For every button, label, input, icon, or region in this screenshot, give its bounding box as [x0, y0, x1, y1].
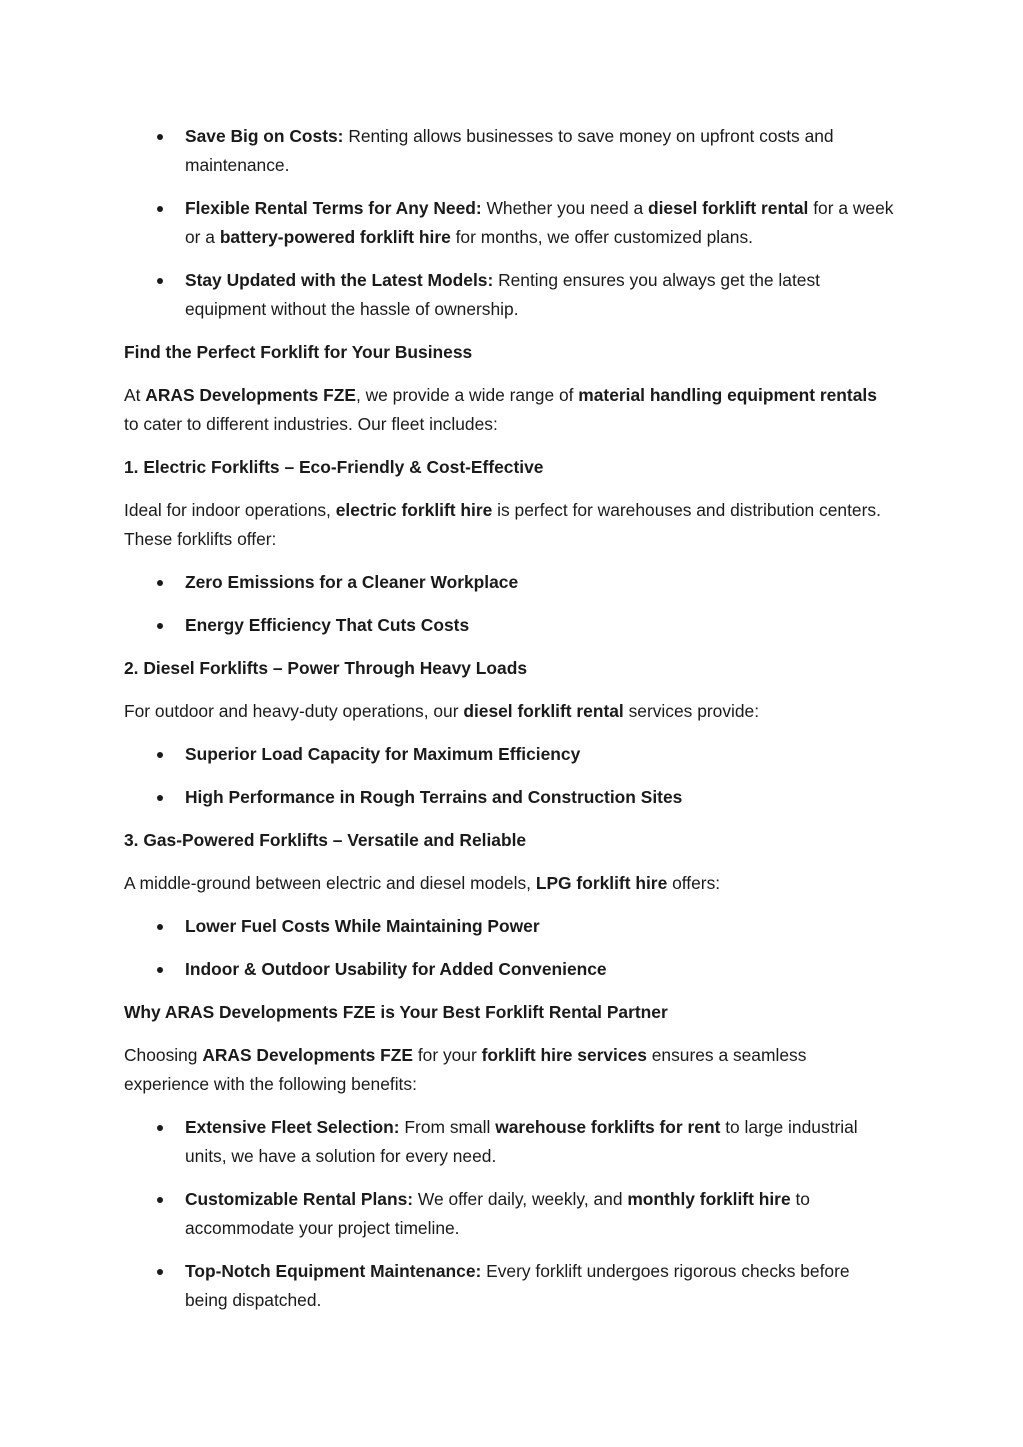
bold-text: battery-powered forklift hire — [219, 227, 451, 247]
why-aras-paragraph — [124, 1041, 896, 1099]
bullet-item — [124, 912, 896, 941]
electric-features-list — [124, 568, 896, 640]
bullet-item — [124, 783, 896, 812]
bold-text: monthly forklift hire — [627, 1189, 791, 1209]
bullet-item — [124, 1257, 896, 1315]
section-heading-gas: 3. Gas-Powered Forklifts – Versatile and Reliable — [124, 830, 527, 850]
text-run: to cater to different industries. Our fleet includes: — [124, 414, 498, 434]
text-run: is perfect for warehouses and distribution centers. These forklifts offer: — [124, 500, 881, 549]
bullet-item — [124, 955, 896, 984]
bold-text: diesel forklift rental — [647, 198, 809, 218]
bold-text: material handling equipment rentals — [578, 385, 877, 405]
bold-text: Stay Updated with the Latest Models: — [185, 270, 494, 290]
bold-text: High Performance in Rough Terrains and Construction Sites — [185, 787, 683, 807]
electric-paragraph — [124, 496, 896, 554]
why-aras-benefits-list — [124, 1113, 896, 1315]
bold-text: Superior Load Capacity for Maximum Efficiency — [185, 744, 581, 764]
text-run: Every forklift undergoes rigorous checks before being dispatched. — [185, 1261, 850, 1310]
find-forklift-paragraph — [124, 381, 896, 439]
bold-text: forklift hire services — [481, 1045, 647, 1065]
section-heading-electric: 1. Electric Forklifts – Eco-Friendly & Cost-Effective — [124, 457, 544, 477]
bold-text: diesel forklift rental — [463, 701, 624, 721]
section-heading-diesel: 2. Diesel Forklifts – Power Through Heavy Loads — [124, 658, 527, 678]
bold-text: Indoor & Outdoor Usability for Added Convenience — [185, 959, 607, 979]
bold-text: Customizable Rental Plans: — [185, 1189, 414, 1209]
text-run: offers: — [667, 873, 721, 893]
bullet-item — [124, 740, 896, 769]
text-run: services provide: — [623, 701, 760, 721]
bullet-item — [124, 194, 896, 252]
text-run: From small — [399, 1117, 496, 1137]
text-run: to accommodate your project timeline. — [185, 1189, 810, 1238]
bold-text: warehouse forklifts for rent — [495, 1117, 721, 1137]
text-run: for a week or a — [185, 198, 894, 247]
text-run: Renting allows businesses to save money on upfront costs and maintenance. — [185, 126, 834, 175]
section-heading-why-aras: Why ARAS Developments FZE is Your Best Forklift Rental Partner — [124, 1002, 668, 1022]
text-run: For outdoor and heavy-duty operations, our — [124, 701, 464, 721]
gas-features-list — [124, 912, 896, 984]
bold-text: LPG forklift hire — [535, 873, 668, 893]
bullet-item — [124, 1185, 896, 1243]
text-run: to large industrial units, we have a solution for every need. — [185, 1117, 858, 1166]
text-run: Ideal for indoor operations, — [124, 500, 336, 520]
bold-text: Save Big on Costs: — [185, 126, 344, 146]
bullet-item — [124, 122, 896, 180]
text-run: Whether you need a — [481, 198, 648, 218]
diesel-paragraph — [124, 697, 896, 726]
bold-text: electric forklift hire — [335, 500, 493, 520]
text-run: Choosing — [124, 1045, 203, 1065]
bold-text: Lower Fuel Costs While Maintaining Power — [185, 916, 540, 936]
text-run: for your — [412, 1045, 482, 1065]
gas-paragraph — [124, 869, 896, 898]
diesel-features-list — [124, 740, 896, 812]
bullet-item — [124, 611, 896, 640]
bold-text: Top-Notch Equipment Maintenance: — [185, 1261, 482, 1281]
text-run: for months, we offer customized plans. — [450, 227, 753, 247]
bold-text: ARAS Developments FZE — [202, 1045, 413, 1065]
bold-text: ARAS Developments FZE — [145, 385, 356, 405]
bold-text: Zero Emissions for a Cleaner Workplace — [185, 572, 519, 592]
document-content — [124, 122, 896, 1329]
bullet-item — [124, 266, 896, 324]
text-run: A middle-ground between electric and diesel models, — [124, 873, 536, 893]
bullet-item — [124, 1113, 896, 1171]
text-run: At — [124, 385, 146, 405]
bullet-item — [124, 568, 896, 597]
text-run: We offer daily, weekly, and — [413, 1189, 628, 1209]
text-run: Renting ensures you always get the latest equipment without the hassle of ownership. — [185, 270, 820, 319]
bold-text: Energy Efficiency That Cuts Costs — [185, 615, 470, 635]
bold-text: Extensive Fleet Selection: — [185, 1117, 400, 1137]
text-run: ensures a seamless experience with the following benefits: — [124, 1045, 807, 1094]
bold-text: Flexible Rental Terms for Any Need: — [185, 198, 482, 218]
section-heading-find-forklift: Find the Perfect Forklift for Your Business — [124, 342, 473, 362]
intro-benefits-list — [124, 122, 896, 324]
text-run: , we provide a wide range of — [355, 385, 579, 405]
